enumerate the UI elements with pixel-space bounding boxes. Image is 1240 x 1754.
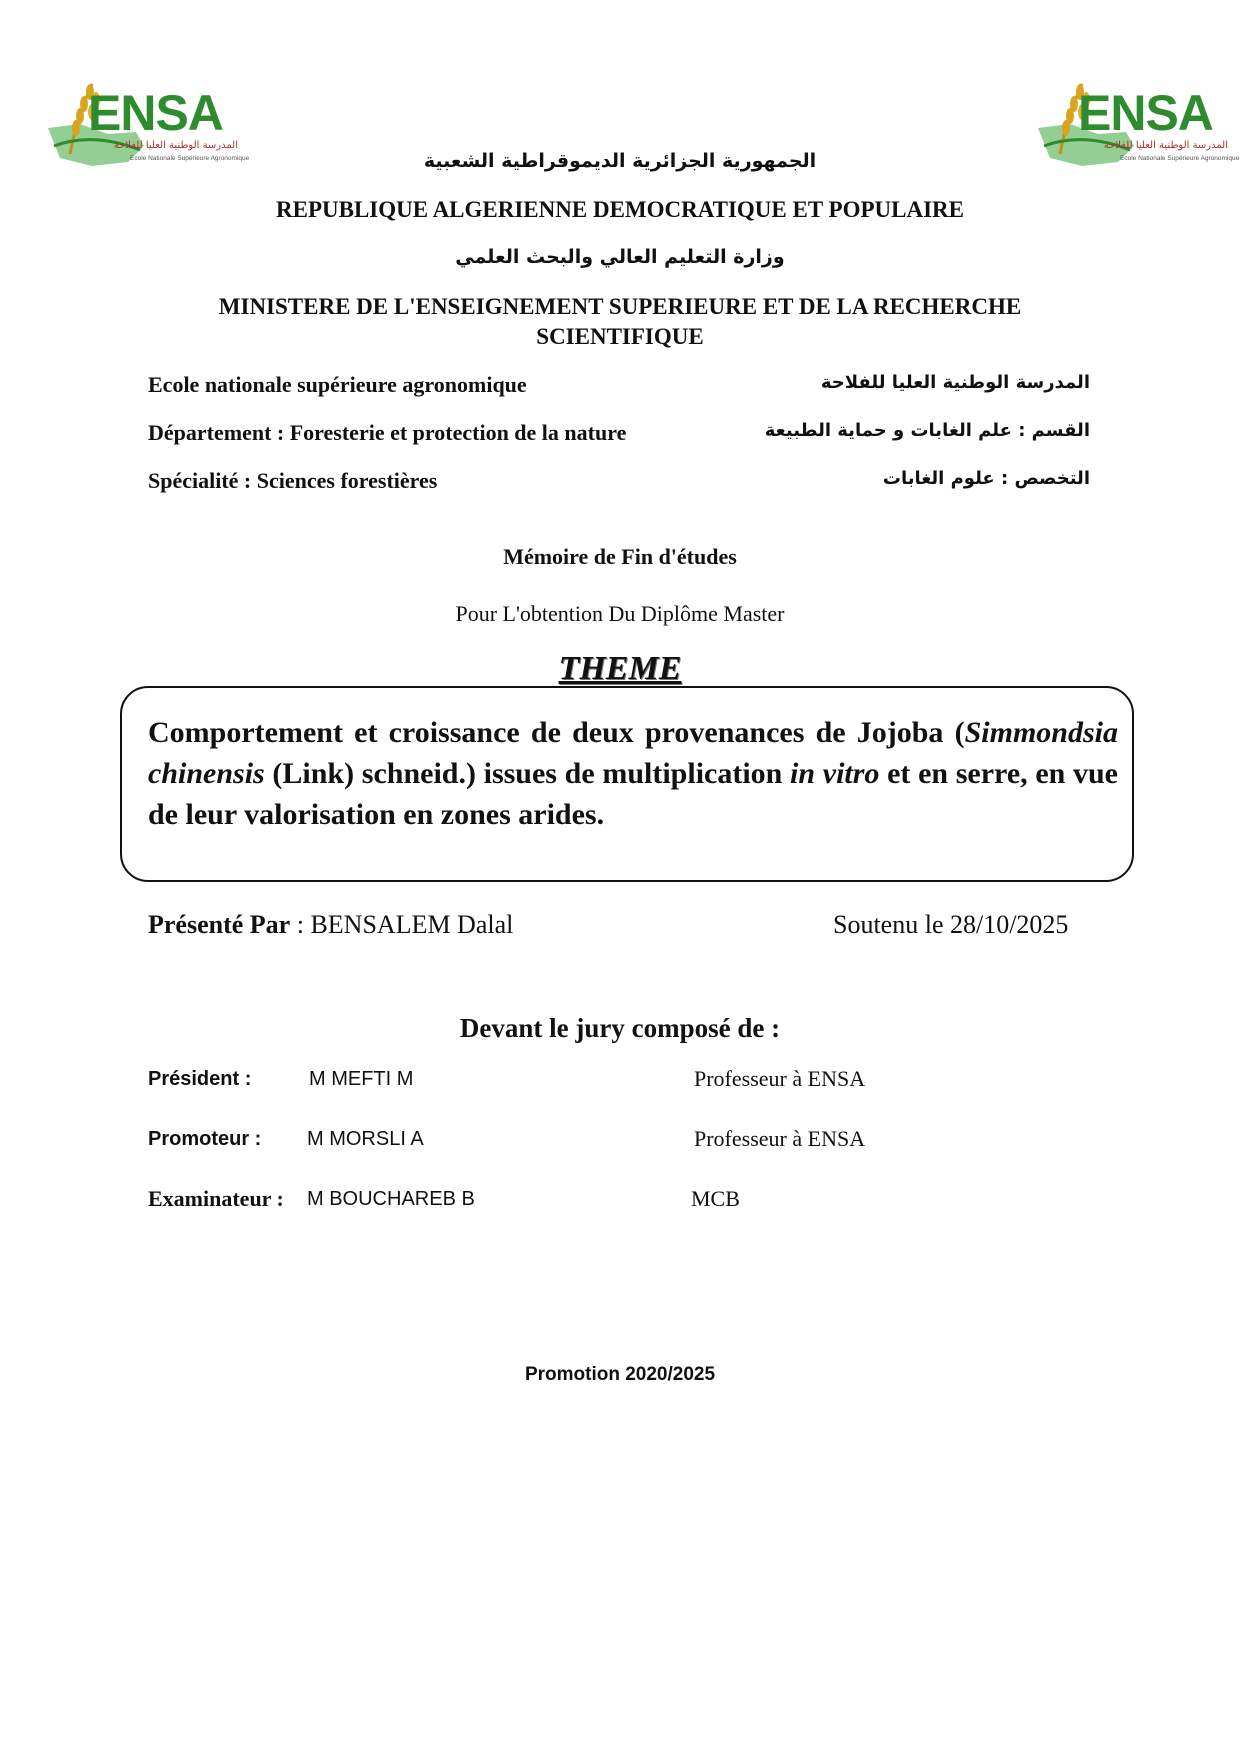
department-arabic: القسم : علم الغابات و حماية الطبيعة [764, 420, 1090, 441]
school-french: Ecole nationale supérieure agronomique [148, 372, 527, 397]
specialty-arabic: التخصص : علوم الغابات [882, 468, 1090, 489]
presented-by: Présenté Par : BENSALEM Dalal [148, 910, 514, 939]
jury-role-promoteur: Promoteur : [148, 1128, 262, 1150]
republic-arabic: الجمهورية الجزائرية الديموقراطية الشعبية [423, 150, 817, 172]
ministry-arabic: وزارة التعليم العالي والبحث العلمي [455, 246, 785, 268]
defense-date: Soutenu le 28/10/2025 [833, 910, 1069, 939]
logo-arabic-name: المدرسة الوطنية العليا للفلاحة [113, 140, 238, 151]
ministry-french-line2: SCIENTIFIQUE [536, 324, 704, 349]
author-name: BENSALEM Dalal [310, 910, 514, 939]
department-french: Département : Foresterie et protection de la nature [148, 420, 627, 445]
jury-name-president: M MEFTI M [309, 1068, 414, 1090]
jury-role-president: Président : [148, 1068, 252, 1090]
theme-label: THEME [558, 650, 682, 687]
republic-french: REPUBLIQUE ALGERIENNE DEMOCRATIQUE ET POPULAIRE [276, 197, 964, 222]
presented-by-label: Présenté Par [148, 910, 291, 939]
logo-arabic-name: المدرسة الوطنية العليا للفلاحة [1103, 140, 1228, 151]
theme-text: Comportement et croissance de deux provenances de Jojoba (Simmondsia chinensis (Link) schneid.) issues de multiplication in vitro et en serre, en vue de leur valorisation en zones arides. [148, 716, 1119, 831]
jury-title-examinateur: MCB [691, 1186, 740, 1211]
logo-ensa-text: ENSA [88, 85, 223, 141]
memoire-subtitle: Pour L'obtention Du Diplôme Master [455, 601, 785, 626]
jury-name-promoteur: M MORSLI A [307, 1128, 424, 1150]
jury-heading: Devant le jury composé de : [459, 1013, 781, 1043]
jury-title-president: Professeur à ENSA [694, 1066, 866, 1091]
logo-ensa-text: ENSA [1078, 85, 1213, 141]
jury-name-examinateur: M BOUCHAREB B [307, 1188, 475, 1210]
specialty-french: Spécialité : Sciences forestières [148, 468, 438, 493]
promotion: Promotion 2020/2025 [524, 1364, 716, 1385]
ministry-french-line1: MINISTERE DE L'ENSEIGNEMENT SUPERIEURE ET DE LA RECHERCHE [218, 294, 1022, 319]
memoire-title: Mémoire de Fin d'études [503, 544, 737, 569]
logo-french-name: Ecole Nationale Supérieure Agronomique [1120, 155, 1240, 162]
species-name: Simmondsia chinensis [148, 716, 1118, 790]
school-arabic: المدرسة الوطنية العليا للفلاحة [820, 372, 1090, 393]
jury-title-promoteur: Professeur à ENSA [694, 1126, 866, 1151]
logo-french-name: Ecole Nationale Supérieure Agronomique [130, 155, 250, 162]
jury-role-examinateur: Examinateur : [148, 1186, 284, 1211]
